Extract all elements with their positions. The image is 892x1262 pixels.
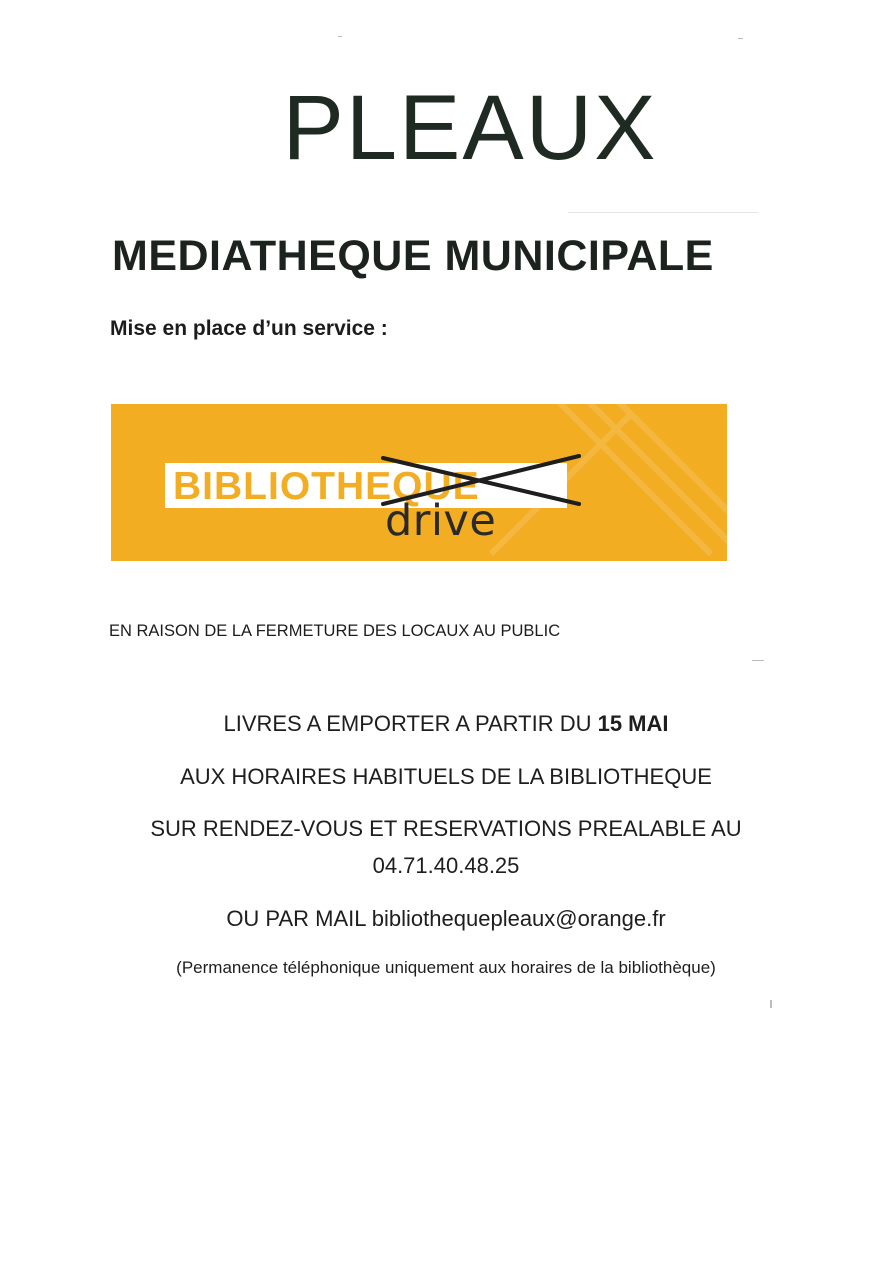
subheading: Mise en place d’un service : — [110, 317, 388, 340]
start-date: 15 MAI — [597, 711, 669, 736]
closure-reason: EN RAISON DE LA FERMETURE DES LOCAUX AU PUBLIC — [109, 622, 561, 640]
scan-speck — [770, 1000, 772, 1008]
hours-line: AUX HORAIRES HABITUELS DE LA BIBLIOTHEQUE — [180, 764, 712, 789]
scan-speck — [338, 36, 342, 37]
mail-prefix: OU PAR MAIL — [226, 906, 372, 931]
bibliotheque-drive-banner — [111, 404, 727, 561]
phone-number: 04.71.40.48.25 — [372, 853, 520, 878]
logo-replacement-word: drive — [385, 496, 497, 546]
books-to-go-line — [0, 709, 892, 739]
scan-speck — [568, 212, 758, 213]
mail-line — [0, 904, 892, 934]
scan-speck — [752, 660, 764, 661]
mail-address: bibliothequepleaux@orange.fr — [371, 906, 666, 931]
town-title: PLEAUX — [282, 77, 658, 179]
books-to-go-text: LIVRES A EMPORTER A PARTIR DU — [223, 711, 598, 736]
phone-hours-note: (Permanence téléphonique uniquement aux horaires de la bibliothèque) — [176, 958, 716, 977]
logo-brand-word: BIBLIOTHEQUE — [173, 465, 480, 508]
page-heading: MEDIATHEQUE MUNICIPALE — [112, 232, 714, 280]
scan-speck — [738, 38, 743, 39]
appointment-line: SUR RENDEZ-VOUS ET RESERVATIONS PREALABLE AU — [150, 816, 742, 841]
